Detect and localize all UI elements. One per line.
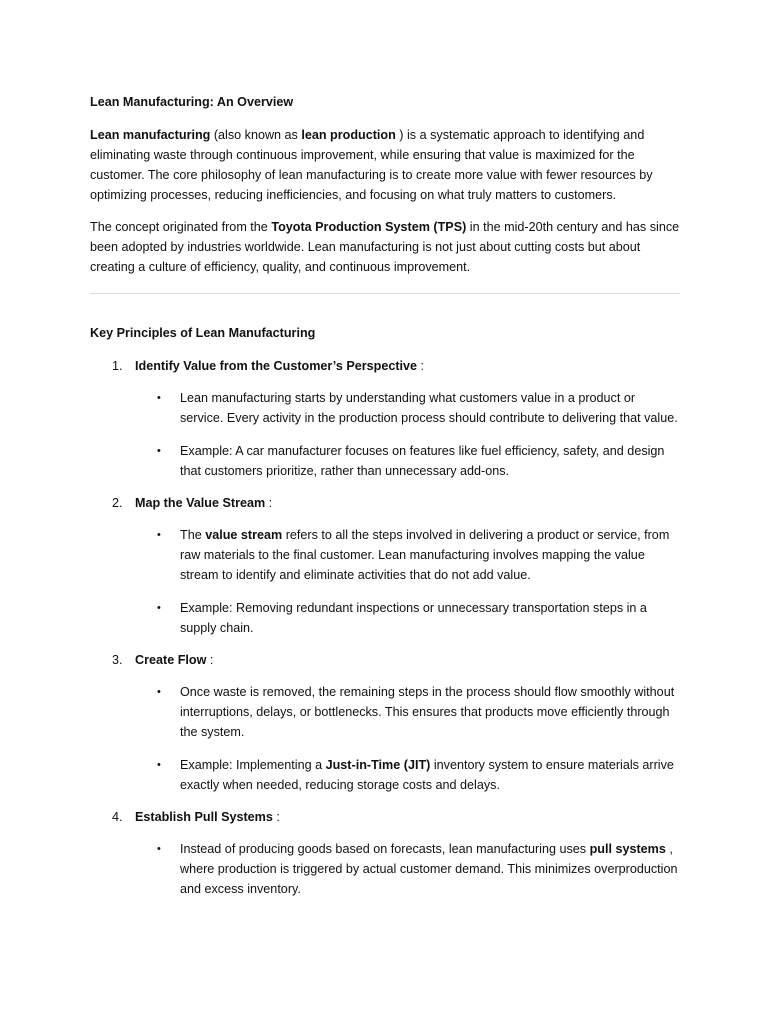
- principle-item: [90, 356, 680, 481]
- bullet-point: [135, 388, 680, 428]
- principle-title: Identify Value from the Customer’s Perspective: [135, 359, 418, 373]
- point-text: refers to all the steps involved in delivering a product or service, from raw materials to the final customer. Lean manufacturing involves mapping the value stream to identify and eliminate activities that do not add value.: [180, 528, 670, 582]
- section-title: Key Principles of Lean Manufacturing: [90, 326, 316, 340]
- principle-heading: [135, 650, 680, 670]
- bullet-point: [135, 755, 680, 795]
- principle-suffix: :: [272, 810, 280, 824]
- document-page: [90, 93, 680, 911]
- point-text: Example: Removing redundant inspections or unnecessary transportation steps in a supply chain.: [180, 601, 647, 635]
- principle-points: [135, 525, 680, 638]
- principle-item: [90, 650, 680, 795]
- intro-paragraph: [90, 125, 680, 205]
- principle-item: [90, 807, 680, 899]
- principle-points: [135, 682, 680, 795]
- principles-list: [90, 356, 680, 899]
- bold-term: Toyota Production System (TPS): [271, 220, 467, 234]
- bullet-point: [135, 598, 680, 638]
- bold-term: Lean manufacturing: [90, 128, 211, 142]
- principle-title: Map the Value Stream: [135, 496, 266, 510]
- bullet-icon: •: [157, 392, 161, 404]
- point-text: Once waste is removed, the remaining steps in the process should flow smoothly without interruptions, delays, or bottlenecks. This ensures that products move efficiently through the system.: [180, 685, 675, 739]
- point-text: Example: A car manufacturer focuses on features like fuel efficiency, safety, and design that customers prioritize, rather than unnecessary add-ons.: [180, 444, 665, 478]
- bullet-icon: •: [157, 759, 161, 771]
- point-text: Example: Implementing a: [180, 758, 326, 772]
- document-title: Lean Manufacturing: An Overview: [90, 95, 294, 109]
- principle-points: [135, 388, 680, 481]
- principle-number: 4.: [112, 810, 123, 824]
- point-text: , where production is triggered by actual customer demand. This minimizes overproduction and excess inventory.: [180, 842, 678, 896]
- point-text: Lean manufacturing starts by understanding what customers value in a product or service. Every activity in the production process should contribute to delivering that value.: [180, 391, 678, 425]
- bullet-point: [135, 682, 680, 742]
- principle-number: 2.: [112, 496, 123, 510]
- paragraph-text: in the mid-20th century and has since been adopted by industries worldwide. Lean manufacturing is not just about cutting costs but about creating a culture of efficiency, quality, and continuous improvement.: [90, 220, 680, 274]
- bold-term: value stream: [205, 528, 283, 542]
- point-text: inventory system to ensure materials arrive exactly when needed, reducing storage costs and delays.: [180, 758, 674, 792]
- horizontal-divider: [90, 293, 680, 294]
- bullet-icon: •: [157, 843, 161, 855]
- principle-suffix: :: [265, 496, 273, 510]
- bold-term: pull systems: [589, 842, 666, 856]
- bold-term: lean production: [301, 128, 396, 142]
- principle-title: Create Flow: [135, 653, 207, 667]
- paragraph-text: The concept originated from the: [90, 220, 272, 234]
- bold-term: Just-in-Time (JIT): [325, 758, 431, 772]
- bullet-icon: •: [157, 445, 161, 457]
- principle-number: 1.: [112, 359, 123, 373]
- bullet-point: [135, 525, 680, 585]
- principle-points: [135, 839, 680, 899]
- bullet-icon: •: [157, 686, 161, 698]
- bullet-icon: •: [157, 602, 161, 614]
- principle-number: 3.: [112, 653, 123, 667]
- origin-paragraph: [90, 217, 680, 277]
- principle-heading: [135, 356, 680, 376]
- principle-item: [90, 493, 680, 638]
- paragraph-text: (also known as: [210, 128, 302, 142]
- principle-title: Establish Pull Systems: [135, 810, 273, 824]
- principle-heading: [135, 493, 680, 513]
- principle-suffix: :: [206, 653, 214, 667]
- point-text: Instead of producing goods based on forecasts, lean manufacturing uses: [180, 842, 590, 856]
- principle-heading: [135, 807, 680, 827]
- point-text: The: [180, 528, 206, 542]
- paragraph-text: ) is a systematic approach to identifying and eliminating waste through continuous improvement, while ensuring that value is maximized for the customer. The core philosophy of lean manufacturing is to create more value with fewer resources by optimizing processes, reducing inefficiencies, and focusing on what truly matters to customers.: [90, 128, 653, 202]
- principle-suffix: :: [417, 359, 425, 373]
- bullet-point: [135, 441, 680, 481]
- bullet-point: [135, 839, 680, 899]
- bullet-icon: •: [157, 529, 161, 541]
